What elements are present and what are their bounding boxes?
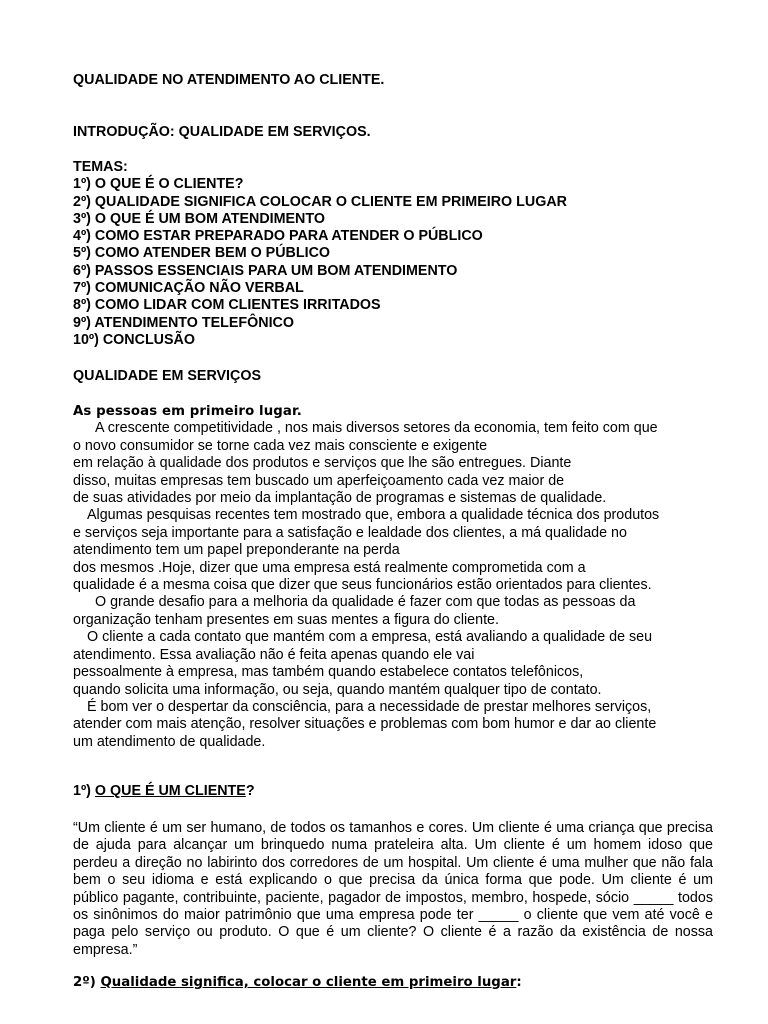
question-1-title: O QUE É UM CLIENTE bbox=[94, 783, 246, 799]
article-line: O grande desafio para a melhoria da qualidade é fazer com que todas as pessoas da bbox=[95, 594, 636, 611]
article-line: atendimento. Essa avaliação não é feita apenas quando ele vai bbox=[73, 646, 475, 663]
topic-item: 3º) O QUE É UM BOM ATENDIMENTO bbox=[73, 210, 325, 227]
article-line: qualidade é a mesma coisa que dizer que seus funcionários estão orientados para clientes. bbox=[73, 577, 652, 594]
topic-item: 6º) PASSOS ESSENCIAIS PARA UM BOM ATENDIMENTO bbox=[73, 262, 458, 279]
topic-item: 1º) O QUE É O CLIENTE? bbox=[73, 176, 244, 193]
article-line: quando solicita uma informação, ou seja, quando mantém qualquer tipo de contato. bbox=[73, 681, 602, 698]
topic-item: 8º) COMO LIDAR COM CLIENTES IRRITADOS bbox=[73, 297, 381, 314]
topic-item: 4º) COMO ESTAR PREPARADO PARA ATENDER O PÚBLICO bbox=[73, 228, 483, 245]
question-2-colon: : bbox=[516, 975, 522, 990]
article-line: organização tenham presentes em suas mentes a figura do cliente. bbox=[73, 611, 499, 628]
topic-item: 10º) CONCLUSÃO bbox=[73, 331, 195, 348]
article-line: um atendimento de qualidade. bbox=[73, 733, 266, 750]
question-2-heading bbox=[0, 974, 577, 991]
article-section bbox=[0, 403, 714, 751]
topic-item: 5º) COMO ATENDER BEM O PÚBLICO bbox=[73, 245, 331, 262]
topics-label: TEMAS: bbox=[73, 159, 128, 175]
topic-item: 7º) COMUNICAÇÃO NÃO VERBAL bbox=[73, 280, 304, 297]
question-2-number: 2º) bbox=[73, 975, 101, 990]
introduction-heading: INTRODUÇÃO: QUALIDADE EM SERVIÇOS. bbox=[73, 124, 371, 140]
topics-list bbox=[0, 159, 622, 349]
question-1-heading bbox=[0, 783, 310, 800]
article-line: É bom ver o despertar da consciência, para a necessidade de prestar melhores serviços, bbox=[87, 698, 652, 715]
article-line: atendimento tem um papel preponderante na perda bbox=[73, 542, 400, 559]
article-line: dos mesmos .Hoje, dizer que uma empresa está realmente comprometida com a bbox=[73, 559, 586, 576]
article-line: pessoalmente à empresa, mas também quando estabelece contatos telefônicos, bbox=[73, 664, 584, 681]
question-2-title: Qualidade significa, colocar o cliente em primeiro lugar bbox=[100, 975, 517, 990]
article-line: Algumas pesquisas recentes tem mostrado que, embora a qualidade técnica dos produtos bbox=[87, 507, 660, 524]
question-1-mark: ? bbox=[245, 783, 255, 799]
article-line: e serviços seja importante para a satisfação e lealdade dos clientes, a má qualidade no bbox=[73, 524, 627, 541]
article-line: em relação à qualidade dos produtos e serviços que lhe são entregues. Diante bbox=[73, 455, 572, 472]
article-line: disso, muitas empresas tem buscado um aperfeiçoamento cada vez maior de bbox=[73, 472, 565, 489]
article-line: de suas atividades por meio da implantação de programas e sistemas de qualidade. bbox=[73, 490, 607, 507]
document-title: QUALIDADE NO ATENDIMENTO AO CLIENTE. bbox=[73, 72, 385, 88]
article-line: A crescente competitividade , nos mais diversos setores da economia, tem feito com que bbox=[95, 420, 658, 437]
topic-item: 9º) ATENDIMENTO TELEFÔNICO bbox=[73, 314, 295, 331]
article-line: o novo consumidor se torne cada vez mais consciente e exigente bbox=[73, 437, 488, 454]
question-1-number: 1º) bbox=[73, 783, 95, 799]
client-quote: “Um cliente é um ser humano, de todos os tamanhos e cores. Um cliente é uma criança que precisa de ajuda para alcançar um brinquedo numa prateleira alta. Um cliente é um homem idoso que perdeu a direção no labirinto dos corredores de um hospital. Um cliente é uma mulher que não fala bem o seu idioma e está explicando o que precisa da única forma que pode. Um cliente é um público pagante, contribuinte, paciente, pagador de impostos, membro, hospede, sócio _____ todos os sinônimos do maior patrimônio que uma empresa pode ter _____ o cliente que vem até você e paga pelo serviço ou produto. O que é um cliente? O cliente é a razão da existência de nossa empresa.” bbox=[73, 820, 713, 958]
topic-item: 2º) QUALIDADE SIGNIFICA COLOCAR O CLIENTE EM PRIMEIRO LUGAR bbox=[73, 193, 567, 210]
section-heading: QUALIDADE EM SERVIÇOS bbox=[73, 368, 262, 384]
article-line: O cliente a cada contato que mantém com a empresa, está avaliando a qualidade de seu bbox=[87, 629, 653, 646]
article-title: As pessoas em primeiro lugar. bbox=[73, 404, 302, 419]
article-line: atender com mais atenção, resolver situações e problemas com bom humor e dar ao cliente bbox=[73, 716, 657, 733]
